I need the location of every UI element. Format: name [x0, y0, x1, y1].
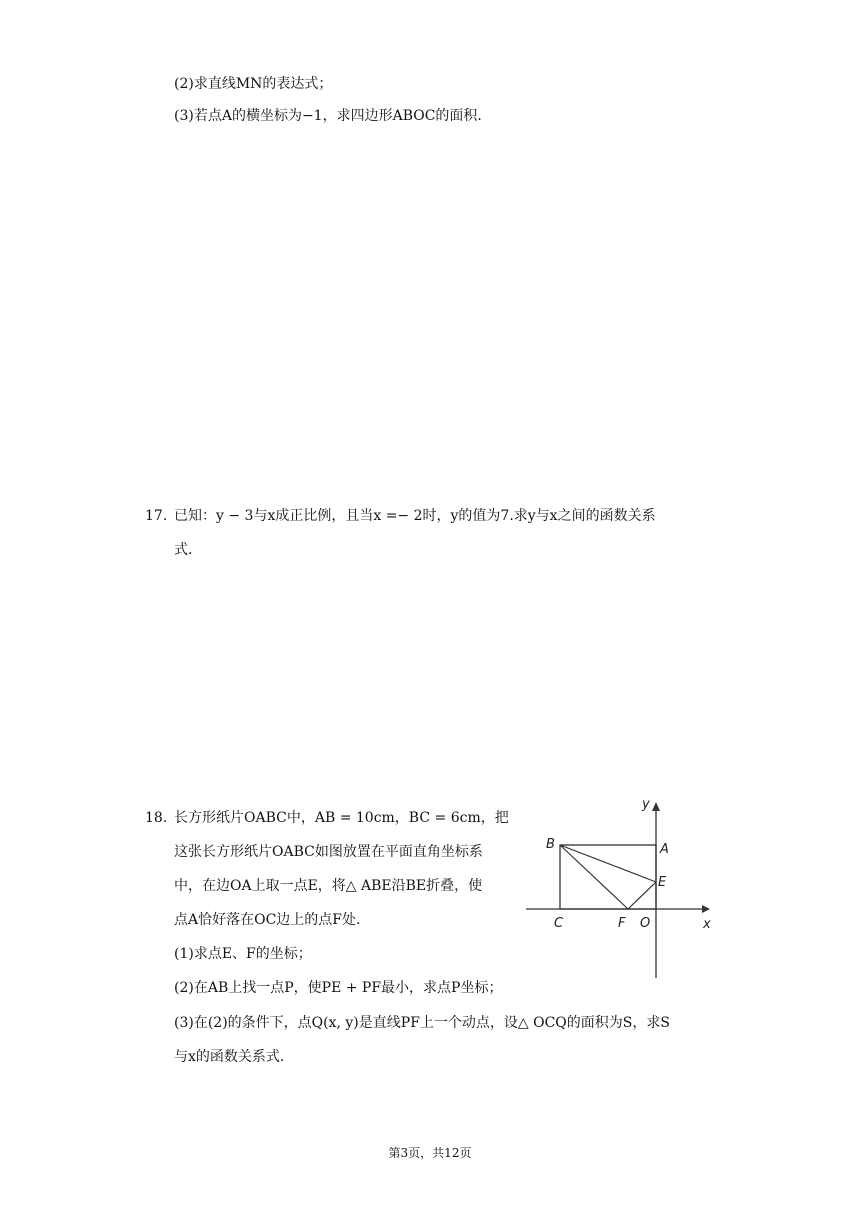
segment-be — [560, 845, 656, 882]
label-a: A — [660, 842, 669, 857]
q18-figure — [526, 794, 722, 980]
q18-line3: 中，在边OA上取一点E，将△ ABE沿BE折叠，使 — [174, 878, 483, 894]
q17-line1: 已知：y − 3与x成正比例，且当x =− 2时，y的值为7.求y与x之间的函数关系 — [174, 508, 656, 524]
segment-bf — [560, 845, 628, 909]
q16-sub3: (3)若点A的横坐标为−1，求四边形ABOC的面积． — [174, 108, 492, 124]
y-axis-arrow — [652, 802, 660, 811]
q18-number: 18. — [145, 810, 168, 826]
q16-sub2: (2)求直线MN的表达式； — [174, 76, 333, 92]
x-axis-arrow — [702, 905, 710, 913]
segment-ef — [628, 882, 656, 909]
label-c: C — [554, 916, 564, 931]
coordinate-diagram — [526, 794, 722, 980]
label-o: O — [640, 916, 651, 931]
q18-line1: 长方形纸片OABC中，AB = 10cm，BC = 6cm，把 — [174, 810, 509, 826]
label-b: B — [546, 837, 555, 852]
label-y: y — [642, 797, 650, 812]
q18-sub3-continued: 与x的函数关系式． — [174, 1049, 294, 1065]
q18-sub3: (3)在(2)的条件下，点Q(x, y)是直线PF上一个动点，设△ OCQ的面积为S，求S — [174, 1015, 670, 1031]
q17-number: 17. — [145, 508, 168, 524]
page-footer: 第3页，共12页 — [388, 1146, 472, 1160]
label-e: E — [658, 875, 667, 890]
q18-sub2: (2)在AB上找一点P，使PE + PF最小，求点P坐标； — [174, 980, 503, 996]
label-f: F — [618, 916, 626, 931]
label-x: x — [703, 917, 711, 932]
q18-line4: 点A恰好落在OC边上的点F处． — [174, 912, 371, 928]
q18-sub1: (1)求点E、F的坐标； — [174, 946, 312, 962]
q17-line2: 式． — [174, 542, 202, 558]
q18-line2: 这张长方形纸片OABC如图放置在平面直角坐标系 — [174, 844, 483, 860]
